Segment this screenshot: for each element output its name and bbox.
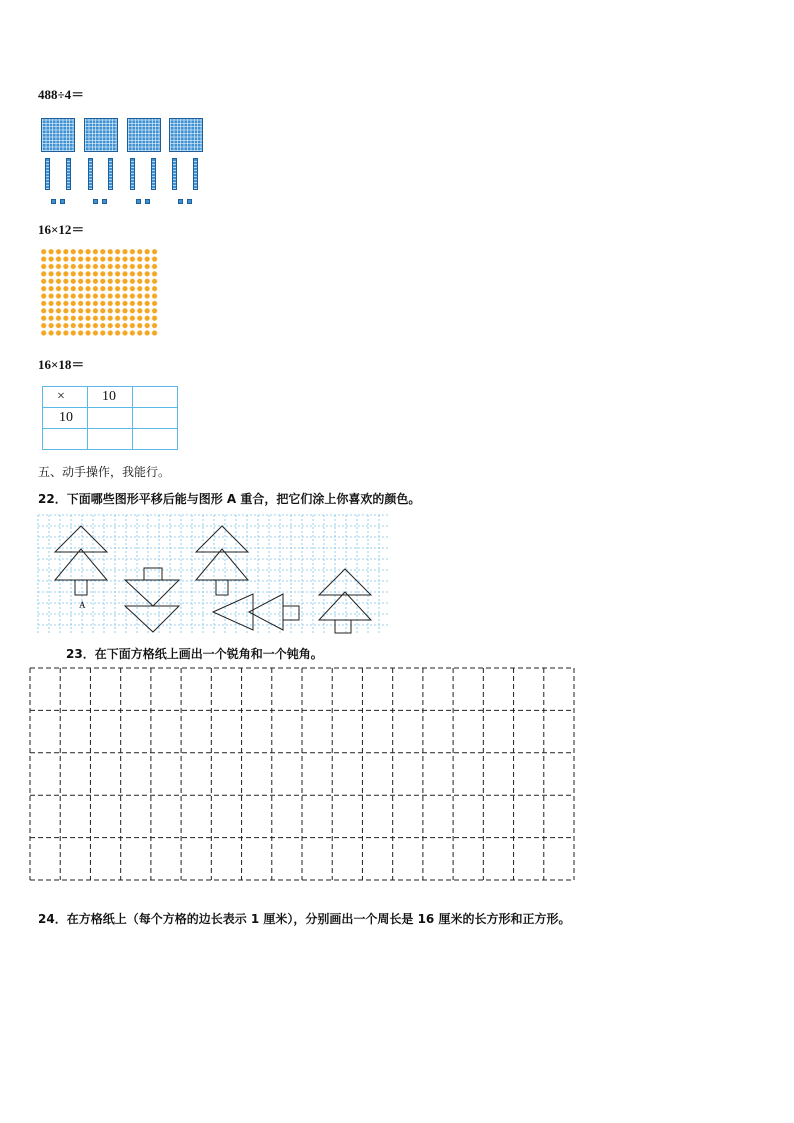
table-row [43, 429, 178, 450]
dot-array-figure [40, 248, 159, 337]
unit-cube [178, 199, 183, 204]
tree-c-trunk [335, 620, 351, 633]
sideways-tree-right [249, 594, 283, 630]
table-cell: 10 [43, 408, 88, 429]
table-row [43, 387, 178, 408]
unit-cube [136, 199, 141, 204]
hundred-block [127, 118, 161, 152]
tree-b-middle [196, 549, 248, 580]
tree-a-trunk [75, 580, 87, 595]
table-cell [133, 429, 178, 450]
unit-cube [145, 199, 150, 204]
table-cell: 10 [88, 387, 133, 408]
table-cell [133, 408, 178, 429]
ten-rod [172, 158, 177, 190]
ten-rod [45, 158, 50, 190]
inverted-tree-bottom [125, 606, 179, 632]
equation-16-times-12: 16×12＝ [38, 222, 85, 237]
tree-c-middle [319, 592, 371, 620]
tree-b-trunk [216, 580, 228, 595]
table-row [43, 408, 178, 429]
unit-cube [51, 199, 56, 204]
hundred-block [84, 118, 118, 152]
table-cell [133, 387, 178, 408]
ten-rod [66, 158, 71, 190]
equation-488-div-4: 488÷4＝ [38, 87, 85, 102]
equation-16-times-18: 16×18＝ [38, 357, 85, 372]
table-cell [88, 408, 133, 429]
ten-rod [108, 158, 113, 190]
label-a: A [79, 600, 86, 610]
translation-grid-figure [37, 514, 389, 636]
question-24-text: 24．在方格纸上（每个方格的边长表示 1 厘米），分别画出一个周长是 16 厘米的长方形和正方形。 [38, 912, 571, 926]
ten-rod [130, 158, 135, 190]
question-23-text: 23．在下面方格纸上画出一个锐角和一个钝角。 [66, 647, 323, 661]
ten-rod [151, 158, 156, 190]
hundred-block [41, 118, 75, 152]
section-title: 五、动手操作，我能行。 [38, 465, 171, 479]
question-22-text: 22．下面哪些图形平移后能与图形 A 重合，把它们涂上你喜欢的颜色。 [38, 492, 421, 506]
tree-a-middle [55, 549, 107, 580]
ten-rod [193, 158, 198, 190]
unit-cube [60, 199, 65, 204]
ten-rod [88, 158, 93, 190]
unit-cube [102, 199, 107, 204]
unit-cube [93, 199, 98, 204]
multiplication-grid-table [42, 386, 178, 450]
table-cell [88, 429, 133, 450]
table-cell: × [43, 387, 88, 408]
inverted-tree-top [125, 580, 179, 606]
tree-c-top [319, 569, 371, 595]
table-cell [43, 429, 88, 450]
dashed-grid-paper[interactable] [29, 667, 575, 881]
hundred-block [169, 118, 203, 152]
unit-cube [187, 199, 192, 204]
